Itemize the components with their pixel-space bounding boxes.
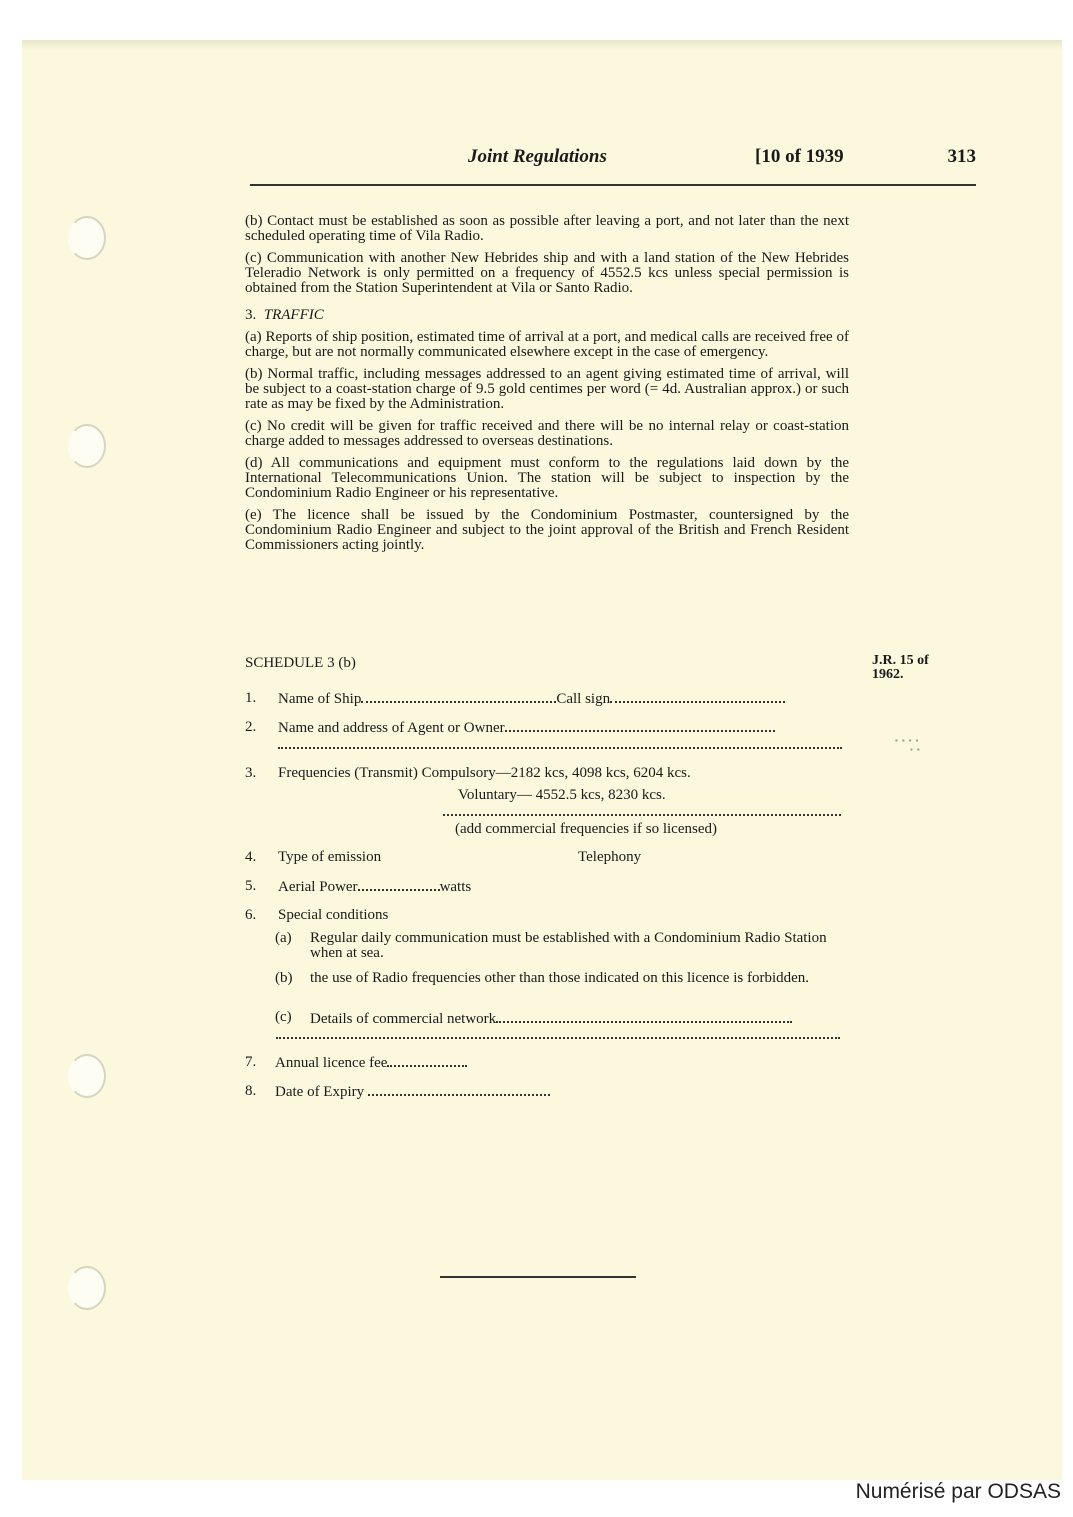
item-number: 1. [245, 690, 257, 706]
call-sign-blank[interactable] [610, 690, 785, 703]
paragraph-a-reports: (a) Reports of ship position, estimated time of arrival at a port, and medical calls are received free of charge, but are not normally communicated elsewhere except in the case of emergency. [245, 329, 849, 360]
item-number: 8. [245, 1083, 257, 1099]
punch-hole-1 [68, 216, 106, 260]
licence-fee-blank[interactable] [387, 1054, 467, 1067]
commercial-network-blank[interactable] [496, 1010, 792, 1023]
paragraph-c-communication: (c) Communication with another New Hebrides ship and with a land station of the New Hebrides Teleradio Network is only permitted on a frequency of 4552.5 kcs unless special permission is obtained from the Station Superintendent at Vila or Santo Radio. [245, 250, 849, 296]
page-edge-shadow [22, 40, 1062, 50]
aerial-power-unit: watts [439, 879, 472, 895]
regulation-body [245, 214, 849, 560]
emission-type-value: Telephony [578, 849, 642, 865]
punch-hole-3 [68, 1054, 106, 1098]
condition-a-text: Regular daily communication must be established with a Condominium Radio Station when at sea. [310, 930, 827, 961]
item-number: 4. [245, 849, 257, 865]
paragraph-b-contact: (b) Contact must be established as soon as possible after leaving a port, and not later than the next scheduled operating time of Vila Radio. [245, 213, 849, 244]
paragraph-b-normal-traffic: (b) Normal traffic, including messages addressed to an agent giving estimated time of arrival, will be subject to a coast-station charge of 9.5 gold centimes per word (= 4d. Australian approx.) or such rate as may be fixed by the Administration. [245, 366, 849, 412]
header-rule [250, 184, 976, 186]
item-number: 7. [245, 1054, 257, 1070]
condition-c-label: (c) [275, 1009, 292, 1025]
end-rule [440, 1276, 636, 1278]
punch-hole-2 [68, 424, 106, 468]
condition-b-label: (b) [275, 970, 293, 986]
condition-a-label: (a) [275, 930, 292, 946]
condition-c-text: Details of commercial network [310, 1011, 497, 1027]
call-sign-label: Call sign [556, 691, 611, 707]
header-title: Joint Regulations [468, 146, 607, 167]
commercial-frequencies-blank[interactable] [443, 812, 841, 816]
expiry-date-label: Date of Expiry [275, 1084, 365, 1100]
commercial-frequencies-note: (add commercial frequencies if so licensed) [455, 821, 717, 837]
special-conditions-label: Special conditions [278, 907, 389, 923]
paragraph-e-licence: (e) The licence shall be issued by the Condominium Postmaster, countersigned by the Condominium Radio Engineer and subject to the joint approval of the British and French Resident Commissioners acting jointly. [245, 507, 849, 553]
running-header [250, 146, 976, 172]
digitization-credit: Numérisé par ODSAS [855, 1480, 1061, 1503]
item-number: 6. [245, 907, 257, 923]
header-reference: [10 of 1939 [755, 146, 844, 167]
condition-b-text: the use of Radio frequencies other than those indicated on this licence is forbidden. [310, 970, 810, 986]
frequencies-label: Frequencies (Transmit) Compulsory—2182 kcs, 4098 kcs, 6204 kcs. [278, 765, 691, 781]
section-3-heading [245, 308, 849, 323]
paragraph-c-credit: (c) No credit will be given for traffic received and there will be no internal relay or coast-station charge added to messages addressed to overseas destinations. [245, 418, 849, 449]
agent-owner-blank[interactable] [505, 719, 775, 732]
expiry-date-blank[interactable] [368, 1083, 550, 1096]
faint-stamp-mark: ▪ ▪ ▪ ▪ ▪ ▪ [895, 736, 921, 754]
schedule-heading: SCHEDULE 3 (b) [245, 655, 356, 671]
voluntary-frequencies: Voluntary— 4552.5 kcs, 8230 kcs. [458, 787, 666, 803]
punch-hole-4 [68, 1266, 106, 1310]
section-number: 3. [245, 307, 257, 323]
licence-fee-label: Annual licence fee [275, 1055, 388, 1071]
section-title: TRAFFIC [263, 307, 324, 323]
item-number: 3. [245, 765, 257, 781]
paragraph-d-communications: (d) All communications and equipment must conform to the regulations laid down by the International Telecommunications Union. The station will be subject to inspection by the Condominium Radio Engineer or his representative. [245, 455, 849, 501]
aerial-power-label: Aerial Power [278, 879, 358, 895]
aerial-power-blank[interactable] [358, 878, 440, 891]
name-of-ship-blank[interactable] [361, 690, 556, 703]
agent-owner-blank-line-2[interactable] [278, 745, 842, 749]
page-number: 313 [947, 146, 976, 167]
item-number: 2. [245, 719, 257, 735]
agent-owner-label: Name and address of Agent or Owner [278, 720, 505, 736]
margin-note-line-2: 1962. [872, 667, 904, 682]
emission-type-label: Type of emission [278, 849, 382, 865]
margin-note [872, 654, 929, 682]
item-number: 5. [245, 878, 257, 894]
name-of-ship-label: Name of Ship [278, 691, 362, 707]
commercial-network-blank-line-2[interactable] [276, 1035, 840, 1039]
margin-note-line-1: J.R. 15 of [872, 653, 929, 668]
